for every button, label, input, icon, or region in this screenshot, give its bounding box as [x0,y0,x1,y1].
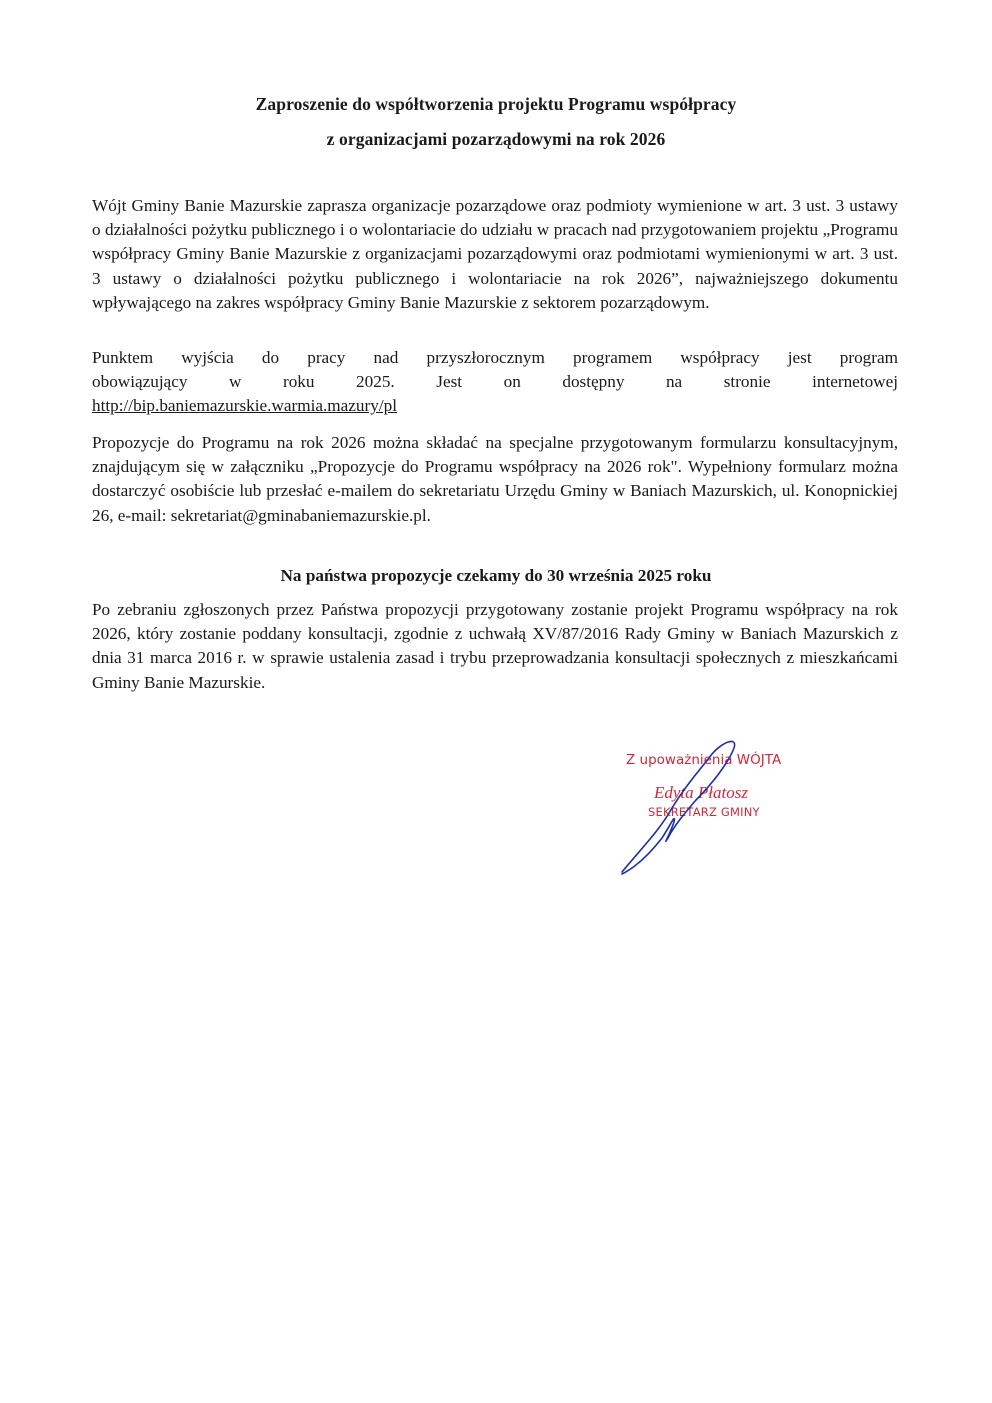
paragraph-starting-point-line-1: Punktem wyjścia do pracy nad przyszłorocznym programem współpracy jest program [92,348,898,367]
paragraph-starting-point-line-2: obowiązujący w roku 2025. Jest on dostępny na stronie internetowej [92,372,898,392]
document-title-line-1: Zaproszenie do współtworzenia projektu Programu współpracy [255,94,737,114]
signature-stroke [622,741,735,874]
paragraph-submission-info: Propozycje do Programu na rok 2026 można składać na specjalne przygotowanym formularzu konsultacyjnym, znajdującym się w załączniku „Propozycje do Programu współpracy na 2026 rok". Wypełniony formularz można dostarczyć osobiście lub przesłać e-mailem do sekretariatu Urzędu Gminy w Baniach Mazurskich, ul. Konopnickiej 26, e-mail: sekretariat@gminabaniemazurskie.pl. [92,433,898,525]
paragraph-consultation-info: Po zebraniu zgłoszonych przez Państwa propozycji przygotowany zostanie projekt Programu współpracy na rok 2026, który zostanie poddany konsultacji, zgodnie z uchwałą XV/87/2016 Rady Gminy w Baniach Mazurskich z dnia 31 marca 2016 r. w sprawie ustalenia zasad i trybu przeprowadzania konsultacji społecznych z mieszkańcami Gminy Banie Mazurskie. [92,600,898,692]
document-title-line-2: z organizacjami pozarządowymi na rok 2026 [326,129,666,149]
deadline-heading: Na państwa propozycje czekamy do 30 września 2025 roku [280,566,712,585]
signature-stamp [600,730,830,890]
bip-website-link[interactable]: http://bip.baniemazurskie.warmia.mazury/pl [92,396,397,416]
paragraph-invitation: Wójt Gminy Banie Mazurskie zaprasza organizacje pozarządowe oraz podmioty wymienione w art. 3 ust. 3 ustawy o działalności pożytku publicznego i o wolontariacie do udziału w pracach nad przygotowaniem projektu „Programu współpracy Gminy Banie Mazurskie z organizacjami pozarządowymi oraz podmiotami wymienionymi w art. 3 ust. 3 ustawy o działalności pożytku publicznego i wolontariacie na rok 2026”, najważniejszego dokumentu wpływającego na zakres współpracy Gminy Banie Mazurskie z sektorem pozarządowym. [92,196,898,312]
handwritten-signature-icon [600,730,830,890]
paragraph-starting-point [92,346,898,419]
stamp-authorization-text: Z upoważnienia WÓJTA [626,752,782,768]
stamp-signatory-name: Edyta Płatosz [654,783,748,802]
stamp-signatory-role: SEKRETARZ GMINY [648,805,760,819]
